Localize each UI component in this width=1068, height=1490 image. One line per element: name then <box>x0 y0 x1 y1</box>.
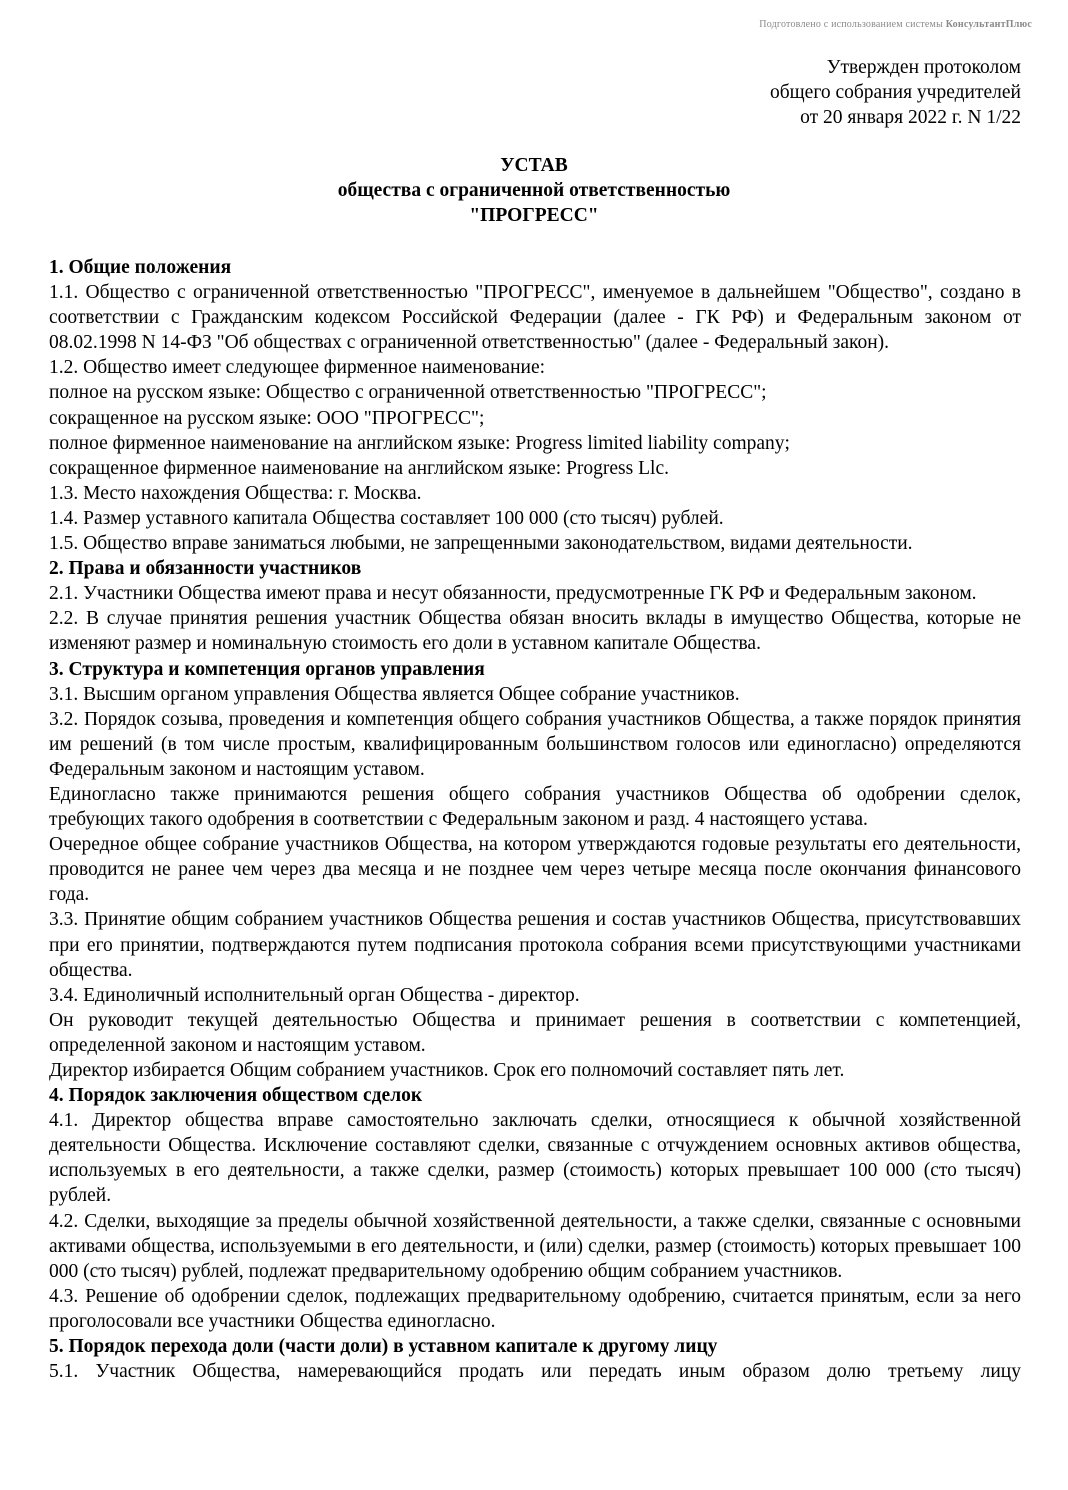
approval-line-2: общего собрания учредителей <box>770 82 1021 103</box>
title-line-3: "ПРОГРЕСС" <box>469 205 599 226</box>
paragraph: 4.3. Решение об одобрении сделок, подлежащих предварительному одобрению, считается принятым, если за него проголосовали все участники Общества единогласно. <box>49 1285 1021 1332</box>
section-heading: 4. Порядок заключения обществом сделок <box>49 1085 423 1107</box>
paragraph: Он руководит текущей деятельностью Общества и принимает решения в соответствии с компетенцией, определенной законом и настоящим уставом. <box>49 1009 1021 1056</box>
paragraph: 4.1. Директор общества вправе самостоятельно заключать сделки, относящиеся к обычной хозяйственной деятельности Общества. Исключение составляют сделки, связанные с отчуждением основных активов общества, используемых в его деятельности, а также сделки, размер (стоимость) которых превышает 100 000 (сто тысяч) рублей. <box>49 1110 1021 1207</box>
paragraph: 1.1. Общество с ограниченной ответственностью "ПРОГРЕСС", именуемое в дальнейшем "Общество", создано в соответствии с Гражданским кодексом Российской Федерации (далее - ГК РФ) и Федеральным законом от 08.02.1998 N 14-ФЗ "Об обществах с ограниченной ответственностью" (далее - Федеральный закон). <box>49 282 1021 354</box>
section-heading: 5. Порядок перехода доли (части доли) в уставном капитале к другому лицу <box>49 1336 718 1358</box>
paragraph: 4.2. Сделки, выходящие за пределы обычной хозяйственной деятельности, а также сделки, связанные с основными активами общества, используемыми в его деятельности, и (или) сделки, размер (стоимость) которых превышает 100 000 (сто тысяч) рублей, подлежат предварительному одобрению общим собранием участников. <box>49 1210 1021 1282</box>
note-prefix: Подготовлено с использованием системы <box>759 19 946 30</box>
paragraph: 2.2. В случае принятия решения участник Общества обязан вносить вклады в имущество Общества, которые не изменяют размер и номинальную стоимость его доли в уставном капитале Общества. <box>49 608 1021 655</box>
paragraph: сокращенное фирменное наименование на английском языке: Progress Llc. <box>49 457 669 479</box>
paragraph: 5.1. Участник Общества, намеревающийся продать или передать иным образом долю третьему лицу <box>49 1361 1021 1383</box>
approval-line-1: Утвержден протоколом <box>826 57 1021 78</box>
title-line-2: общества с ограниченной ответственностью <box>337 180 731 201</box>
document-title <box>0 153 1068 228</box>
consultant-plus-note <box>759 19 1032 30</box>
paragraph: сокращенное на русском языке: ООО "ПРОГРЕСС"; <box>49 407 485 429</box>
paragraph: Очередное общее собрание участников Общества, на котором утверждаются годовые результаты его деятельности, проводится не ранее чем через два месяца и не позднее чем через четыре месяца после окончания финансового года. <box>49 834 1021 906</box>
title-line-1: УСТАВ <box>500 155 568 176</box>
paragraph: полное фирменное наименование на английском языке: Progress limited liability company; <box>49 432 790 454</box>
section-heading: 3. Структура и компетенция органов управления <box>49 658 485 680</box>
approval-line-3: от 20 января 2022 г. N 1/22 <box>800 107 1021 128</box>
paragraph: 2.1. Участники Общества имеют права и несут обязанности, предусмотренные ГК РФ и Федеральным законом. <box>49 583 977 605</box>
paragraph: 1.4. Размер уставного капитала Общества составляет 100 000 (сто тысяч) рублей. <box>49 507 724 529</box>
paragraph: 3.2. Порядок созыва, проведения и компетенция общего собрания участников Общества, а также порядок принятия им решений (в том числе простым, квалифицированным большинством голосов или единогласно) определяются Федеральным законом и настоящим уставом. <box>49 708 1021 780</box>
paragraph: 3.3. Принятие общим собранием участников Общества решения и состав участников Общества, присутствовавших при его принятии, подтверждаются путем подписания протокола собрания всеми присутствующими участниками общества. <box>49 909 1021 981</box>
document-body <box>49 255 1021 1384</box>
note-brand: КонсультантПлюс <box>945 19 1032 30</box>
section-heading: 2. Права и обязанности участников <box>49 558 362 580</box>
paragraph: 1.2. Общество имеет следующее фирменное наименование: <box>49 357 546 379</box>
paragraph: 1.5. Общество вправе заниматься любыми, не запрещенными законодательством, видами деятельности. <box>49 533 913 555</box>
paragraph: полное на русском языке: Общество с ограниченной ответственностью "ПРОГРЕСС"; <box>49 382 767 404</box>
paragraph: 3.1. Высшим органом управления Общества является Общее собрание участников. <box>49 683 740 705</box>
paragraph: Директор избирается Общим собранием участников. Срок его полномочий составляет пять лет. <box>49 1060 845 1081</box>
paragraph: 3.4. Единоличный исполнительный орган Общества - директор. <box>49 984 580 1006</box>
paragraph: 1.3. Место нахождения Общества: г. Москва. <box>49 482 422 504</box>
paragraph: Единогласно также принимаются решения общего собрания участников Общества об одобрении сделок, требующих такого одобрения в соответствии с Федеральным законом и разд. 4 настоящего устава. <box>49 783 1021 831</box>
approval-stamp-text <box>770 55 1021 130</box>
section-heading: 1. Общие положения <box>49 257 232 278</box>
